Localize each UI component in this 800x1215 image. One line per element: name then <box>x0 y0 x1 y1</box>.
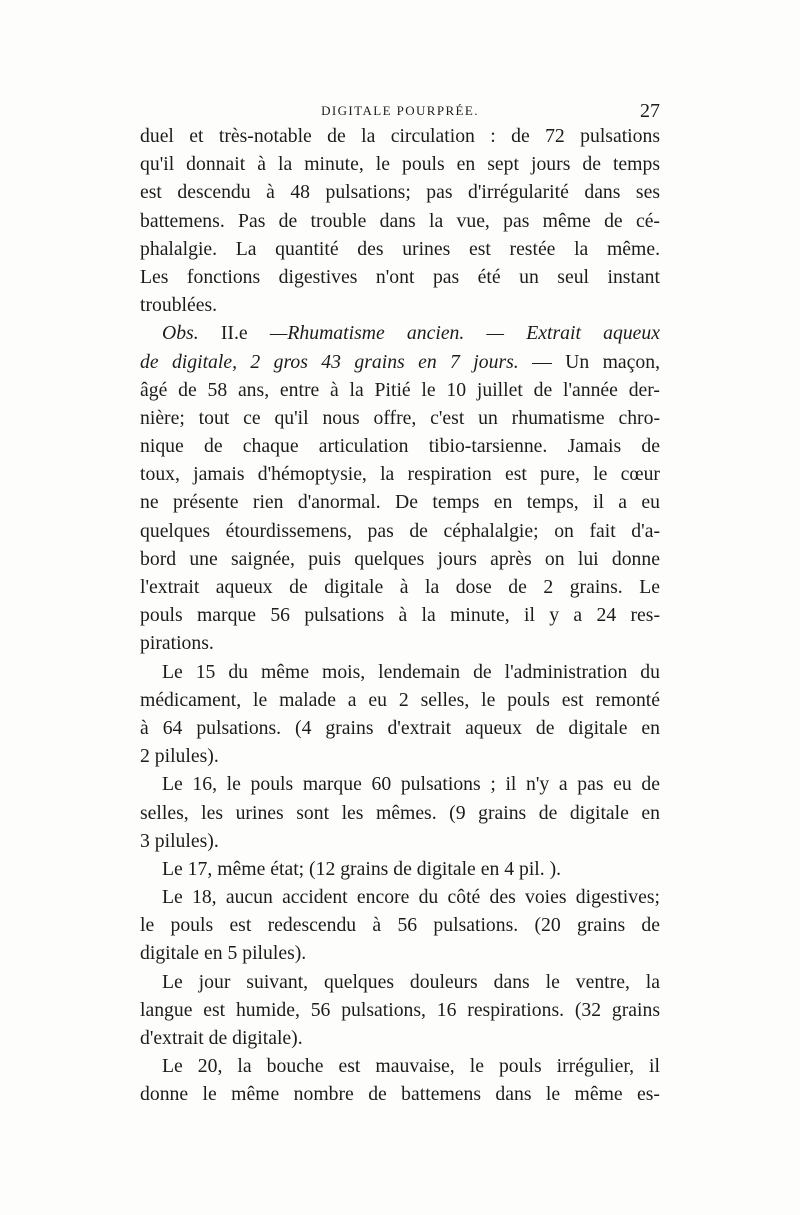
paragraph <box>140 770 660 855</box>
text-line: 2 pilules). <box>140 745 219 768</box>
text-line: ne présente rien d'anormal. De temps en temps, il a eu <box>140 491 660 514</box>
text-line: à 64 pulsations. (4 grains d'extrait aqueux de digitale en <box>140 716 660 739</box>
body-text <box>140 122 660 1109</box>
text-line: Le 15 du même mois, lendemain de l'administration du <box>162 660 660 683</box>
paragraph <box>140 658 660 771</box>
text-line: langue est humide, 56 pulsations, 16 respirations. (32 grains <box>140 998 660 1021</box>
text-line: phalalgie. La quantité des urines est restée la même. <box>140 237 660 260</box>
paragraph-continuation <box>140 122 660 319</box>
text-line: pirations. <box>140 632 214 655</box>
text-line: Les fonctions digestives n'ont pas été un seul instant <box>140 265 660 288</box>
observation-title: —Rhumatisme ancien. — Extrait aqueux <box>269 322 660 345</box>
text-line: âgé de 58 ans, entre à la Pitié le 10 juillet de l'année der- <box>140 378 660 401</box>
text-line: bord une saignée, puis quelques jours après on lui donne <box>140 547 660 570</box>
text-line: nique de chaque articulation tibio-tarsienne. Jamais de <box>140 435 660 458</box>
paragraph <box>140 855 660 883</box>
paragraph <box>140 968 660 1053</box>
paragraph <box>140 1052 660 1108</box>
text-line: Le jour suivant, quelques douleurs dans le ventre, la <box>162 970 660 993</box>
text-line: est descendu à 48 pulsations; pas d'irrégularité dans ses <box>140 181 660 204</box>
observation-label: Obs. <box>162 322 199 345</box>
observation-title-continued: de digitale, 2 gros 43 grains en 7 jours. <box>140 350 519 373</box>
text-line: l'extrait aqueux de digitale à la dose de 2 grains. Le <box>140 576 660 598</box>
page-header <box>140 100 660 124</box>
observation-text-start: — Un maçon, <box>532 350 660 373</box>
text-line: battemens. Pas de trouble dans la vue, pas même de cé- <box>140 209 660 232</box>
page-number: 27 <box>640 100 660 122</box>
observation-number: II.e <box>220 322 248 345</box>
text-line: pouls marque 56 pulsations à la minute, il y a 24 res- <box>140 604 660 627</box>
text-line: médicament, le malade a eu 2 selles, le pouls est remonté <box>140 688 660 711</box>
paragraph <box>140 883 660 968</box>
text-line: troublées. <box>140 294 218 317</box>
text-line: nière; tout ce qu'il nous offre, c'est un rhumatisme chro- <box>140 406 660 429</box>
text-line: d'extrait de digitale). <box>140 1027 303 1049</box>
text-line: qu'il donnait à la minute, le pouls en sept jours de temps <box>140 153 660 176</box>
text-line: duel et très-notable de la circulation : de 72 pulsations <box>140 125 660 147</box>
text-line: Le 17, même état; (12 grains de digitale en 4 pil. ). <box>162 857 562 880</box>
text-line: donne le même nombre de battemens dans le même es- <box>140 1083 660 1106</box>
text-line: Le 18, aucun accident encore du côté des voies digestives; <box>162 886 660 909</box>
text-line: toux, jamais d'hémoptysie, la respiration est pure, le cœur <box>140 463 660 486</box>
text-line: Le 20, la bouche est mauvaise, le pouls irrégulier, il <box>162 1055 660 1078</box>
text-line: digitale en 5 pilules). <box>140 942 307 965</box>
text-line: 3 pilules). <box>140 829 219 852</box>
observation-heading-continued <box>140 348 660 376</box>
text-line: Le 16, le pouls marque 60 pulsations ; il n'y a pas eu de <box>162 773 660 796</box>
observation-heading <box>140 319 660 347</box>
text-line: selles, les urines sont les mêmes. (9 grains de digitale en <box>140 801 660 824</box>
text-line: le pouls est redescendu à 56 pulsations. (20 grains de <box>140 914 660 937</box>
observation-paragraph <box>140 319 660 657</box>
text-line: quelques étourdissemens, pas de céphalalgie; on fait d'a- <box>140 519 660 542</box>
running-title: DIGITALE POURPRÉE. <box>321 103 479 118</box>
